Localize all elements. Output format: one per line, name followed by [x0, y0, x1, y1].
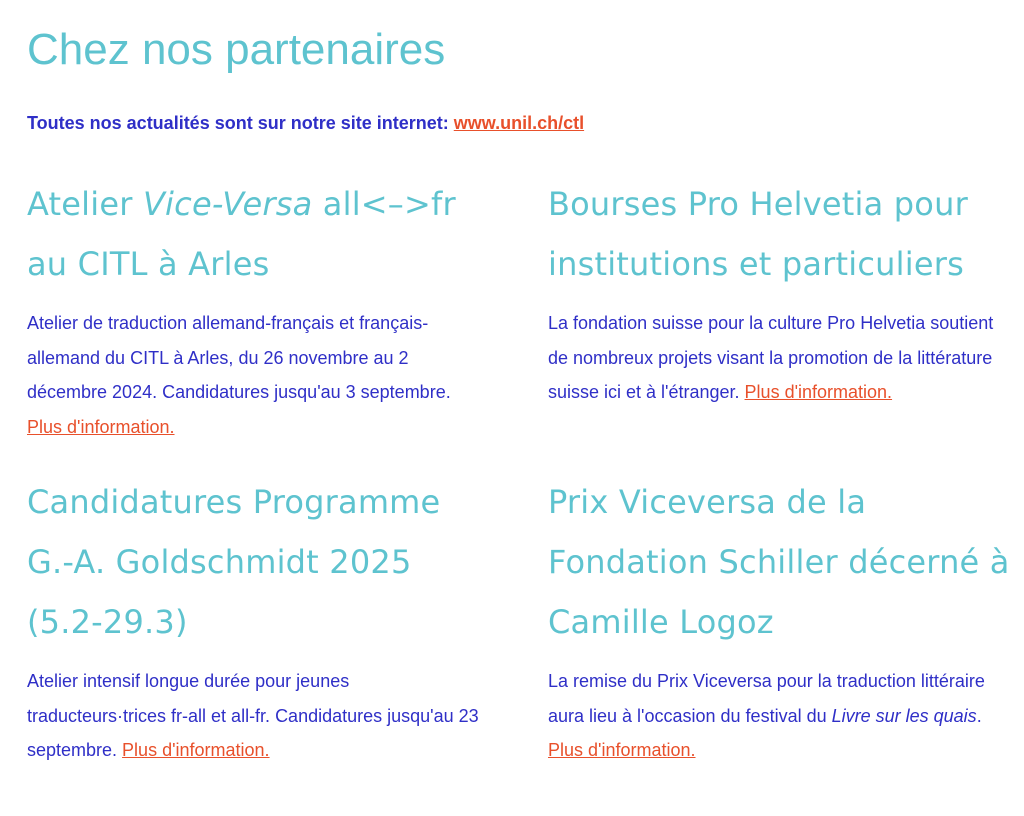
card-body-text: La remise du Prix Viceversa pour la traduction littéraire aura lieu à l'occasion du festival du — [548, 671, 985, 726]
card-title-italic: Vice-Versa — [142, 185, 313, 223]
intro-line — [27, 111, 584, 135]
page-title: Chez nos partenaires — [27, 25, 446, 74]
news-card-pro-helvetia — [548, 174, 1018, 410]
more-info-link[interactable]: Plus d'information. — [122, 740, 270, 760]
card-title: Prix Viceversa de la Fondation Schiller décerné à Camille Logoz — [548, 483, 1010, 641]
news-card-vice-versa — [27, 174, 487, 444]
more-info-link[interactable]: Plus d'information. — [744, 382, 893, 402]
card-body-italic: Livre sur les quais — [831, 705, 977, 726]
card-body-text: Atelier intensif longue durée pour jeunes traducteurs·trices fr-all et all-fr. Candidatures jusqu'au 23 septembre. — [27, 671, 479, 760]
more-info-link[interactable]: Plus d'information. — [548, 740, 696, 760]
intro-text: Toutes nos actualités sont sur notre site internet: — [27, 113, 454, 133]
card-body — [548, 664, 1018, 768]
more-info-link[interactable]: Plus d'information. — [27, 416, 175, 437]
news-card-goldschmidt — [27, 472, 487, 768]
card-body-text: Atelier de traduction allemand-français et français-allemand du CITL à Arles, du 26 novembre au 2 décembre 2024. Candidatures jusqu'au 3 septembre. — [27, 313, 451, 402]
card-title — [27, 174, 487, 294]
card-title: Bourses Pro Helvetia pour institutions et particuliers — [548, 185, 968, 283]
card-body — [27, 306, 487, 444]
card-body-text: . — [976, 705, 982, 726]
news-card-prix-viceversa — [548, 472, 1018, 768]
card-title-part: Atelier — [27, 185, 143, 223]
card-title: Candidatures Programme G.-A. Goldschmidt 2025 (5.2-29.3) — [27, 483, 441, 641]
card-title-part: all<–>fr au CITL à Arles — [27, 185, 456, 283]
website-link[interactable]: www.unil.ch/ctl — [453, 113, 585, 133]
card-body — [548, 306, 1018, 410]
card-body-text: La fondation suisse pour la culture Pro Helvetia soutient de nombreux projets visant la promotion de la littérature suisse ici et à l'étranger. — [548, 313, 994, 402]
card-body — [27, 664, 487, 768]
